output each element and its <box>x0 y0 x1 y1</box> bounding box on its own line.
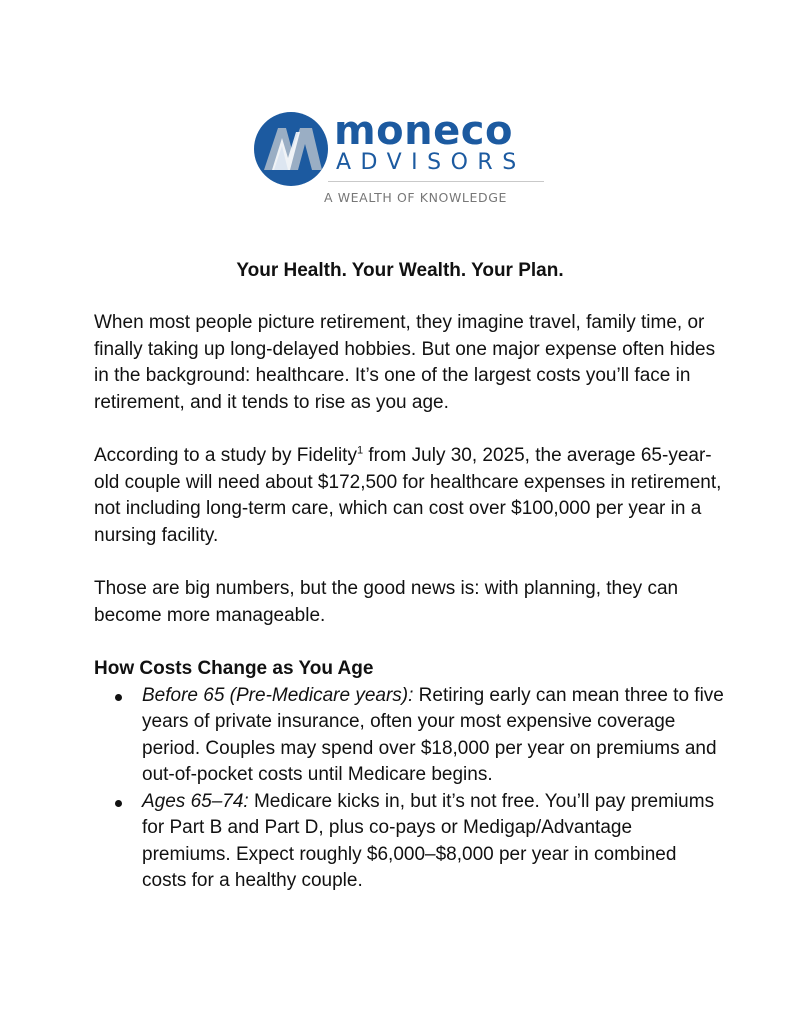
logo-divider <box>328 181 544 182</box>
fidelity-text-end: from July 30, 2025, the average 65-year-old couple will need about $172,500 for healthcare expenses in retirement, not including long-term care, which can cost over $100,000 per year in a nursing facility. <box>94 445 722 546</box>
fidelity-paragraph <box>94 443 724 549</box>
fidelity-text-start: According to a study by Fidelity <box>94 445 357 466</box>
list-item-label: Ages 65–74: <box>142 790 249 812</box>
document-title: Your Health. Your Wealth. Your Plan. <box>236 260 564 281</box>
company-logo <box>252 110 552 210</box>
list-item <box>142 789 724 895</box>
footnote-marker: 1 <box>356 444 364 457</box>
logo-tagline: A WEALTH OF KNOWLEDGE <box>324 190 508 205</box>
document-body <box>94 310 724 895</box>
logo-subword: ADVISORS <box>336 150 526 175</box>
list-item-text: Retiring early can mean three to five years of private insurance, often your most expensive coverage period. Couples may spend over $18,000 per year on premiums and out-of-pocket costs until Medicare begins. <box>142 684 724 785</box>
list-item-text: Medicare kicks in, but it’s not free. You’ll pay premiums for Part B and Part D, plus co-pays or Medigap/Advantage premiums. Expect roughly $6,000–$8,000 per year in combined costs for a healthy couple. <box>142 790 715 891</box>
bullet-icon <box>115 694 122 701</box>
logo-mark-icon <box>252 110 330 188</box>
cost-list <box>94 683 724 895</box>
list-item <box>142 683 724 789</box>
planning-paragraph: Those are big numbers, but the good news is: with planning, they can become more manageable. <box>94 578 679 626</box>
intro-paragraph: When most people picture retirement, they imagine travel, family time, or finally taking up long-delayed hobbies. But one major expense often hides in the background: healthcare. It’s one of the largest costs you’ll face in retirement, and it tends to rise as you age. <box>94 312 716 413</box>
bullet-icon <box>115 800 122 807</box>
section-heading: How Costs Change as You Age <box>94 658 374 679</box>
list-item-label: Before 65 (Pre-Medicare years): <box>142 684 414 706</box>
logo-wordmark: moneco <box>334 108 513 154</box>
